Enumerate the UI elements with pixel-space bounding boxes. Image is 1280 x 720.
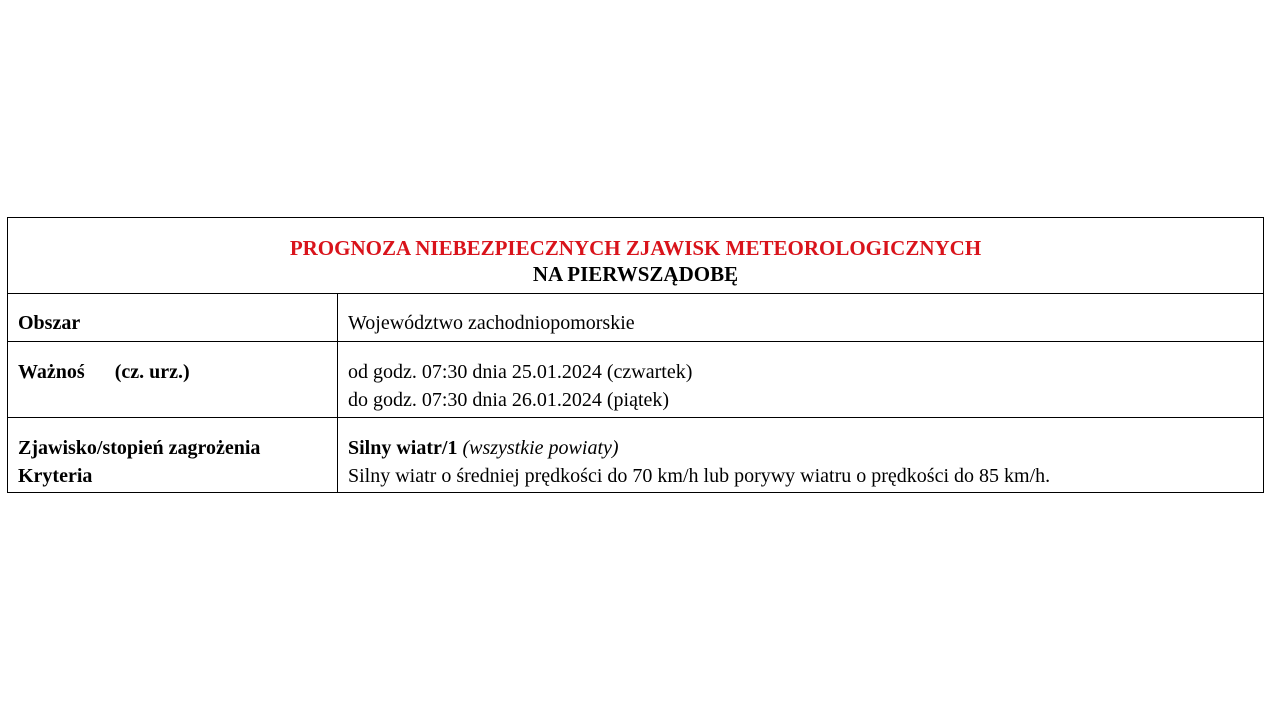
table-row-validity — [8, 342, 1263, 418]
validity-from: od godz. 07:30 dnia 25.01.2024 (czwartek) — [348, 361, 693, 383]
phenomenon-criteria: Silny wiatr o średniej prędkości do 70 km/h lub porywy wiatru o prędkości do 85 km/h. — [348, 465, 1051, 487]
criteria-label: Kryteria — [18, 465, 93, 487]
phenomenon-scope: (wszystkie powiaty) — [462, 437, 619, 459]
phenomenon-level: Silny wiatr/1 — [348, 437, 458, 459]
phenomenon-level-line — [348, 434, 1263, 462]
warning-table — [7, 217, 1264, 493]
warning-title: PROGNOZA NIEBEZPIECZNYCH ZJAWISK METEOROLOGICZNYCH — [289, 236, 982, 260]
area-value: Województwo zachodniopomorskie — [348, 312, 635, 334]
phenomenon-value-cell — [338, 418, 1263, 492]
validity-value-cell — [338, 342, 1263, 417]
area-label: Obszar — [8, 294, 338, 341]
warning-subtitle: NA PIERWSZĄDOBĘ — [532, 262, 739, 286]
phenomenon-label-cell — [8, 418, 338, 492]
phenomenon-label: Zjawisko/stopień zagrożenia — [18, 437, 261, 459]
table-row-area — [8, 294, 1263, 342]
table-row-phenomenon — [8, 418, 1263, 492]
validity-label: Ważnoś — [18, 361, 85, 383]
validity-to: do godz. 07:30 dnia 26.01.2024 (piątek) — [348, 389, 670, 411]
validity-label-suffix: (cz. urz.) — [114, 361, 190, 383]
table-header — [8, 218, 1263, 294]
validity-label-cell — [8, 342, 338, 417]
